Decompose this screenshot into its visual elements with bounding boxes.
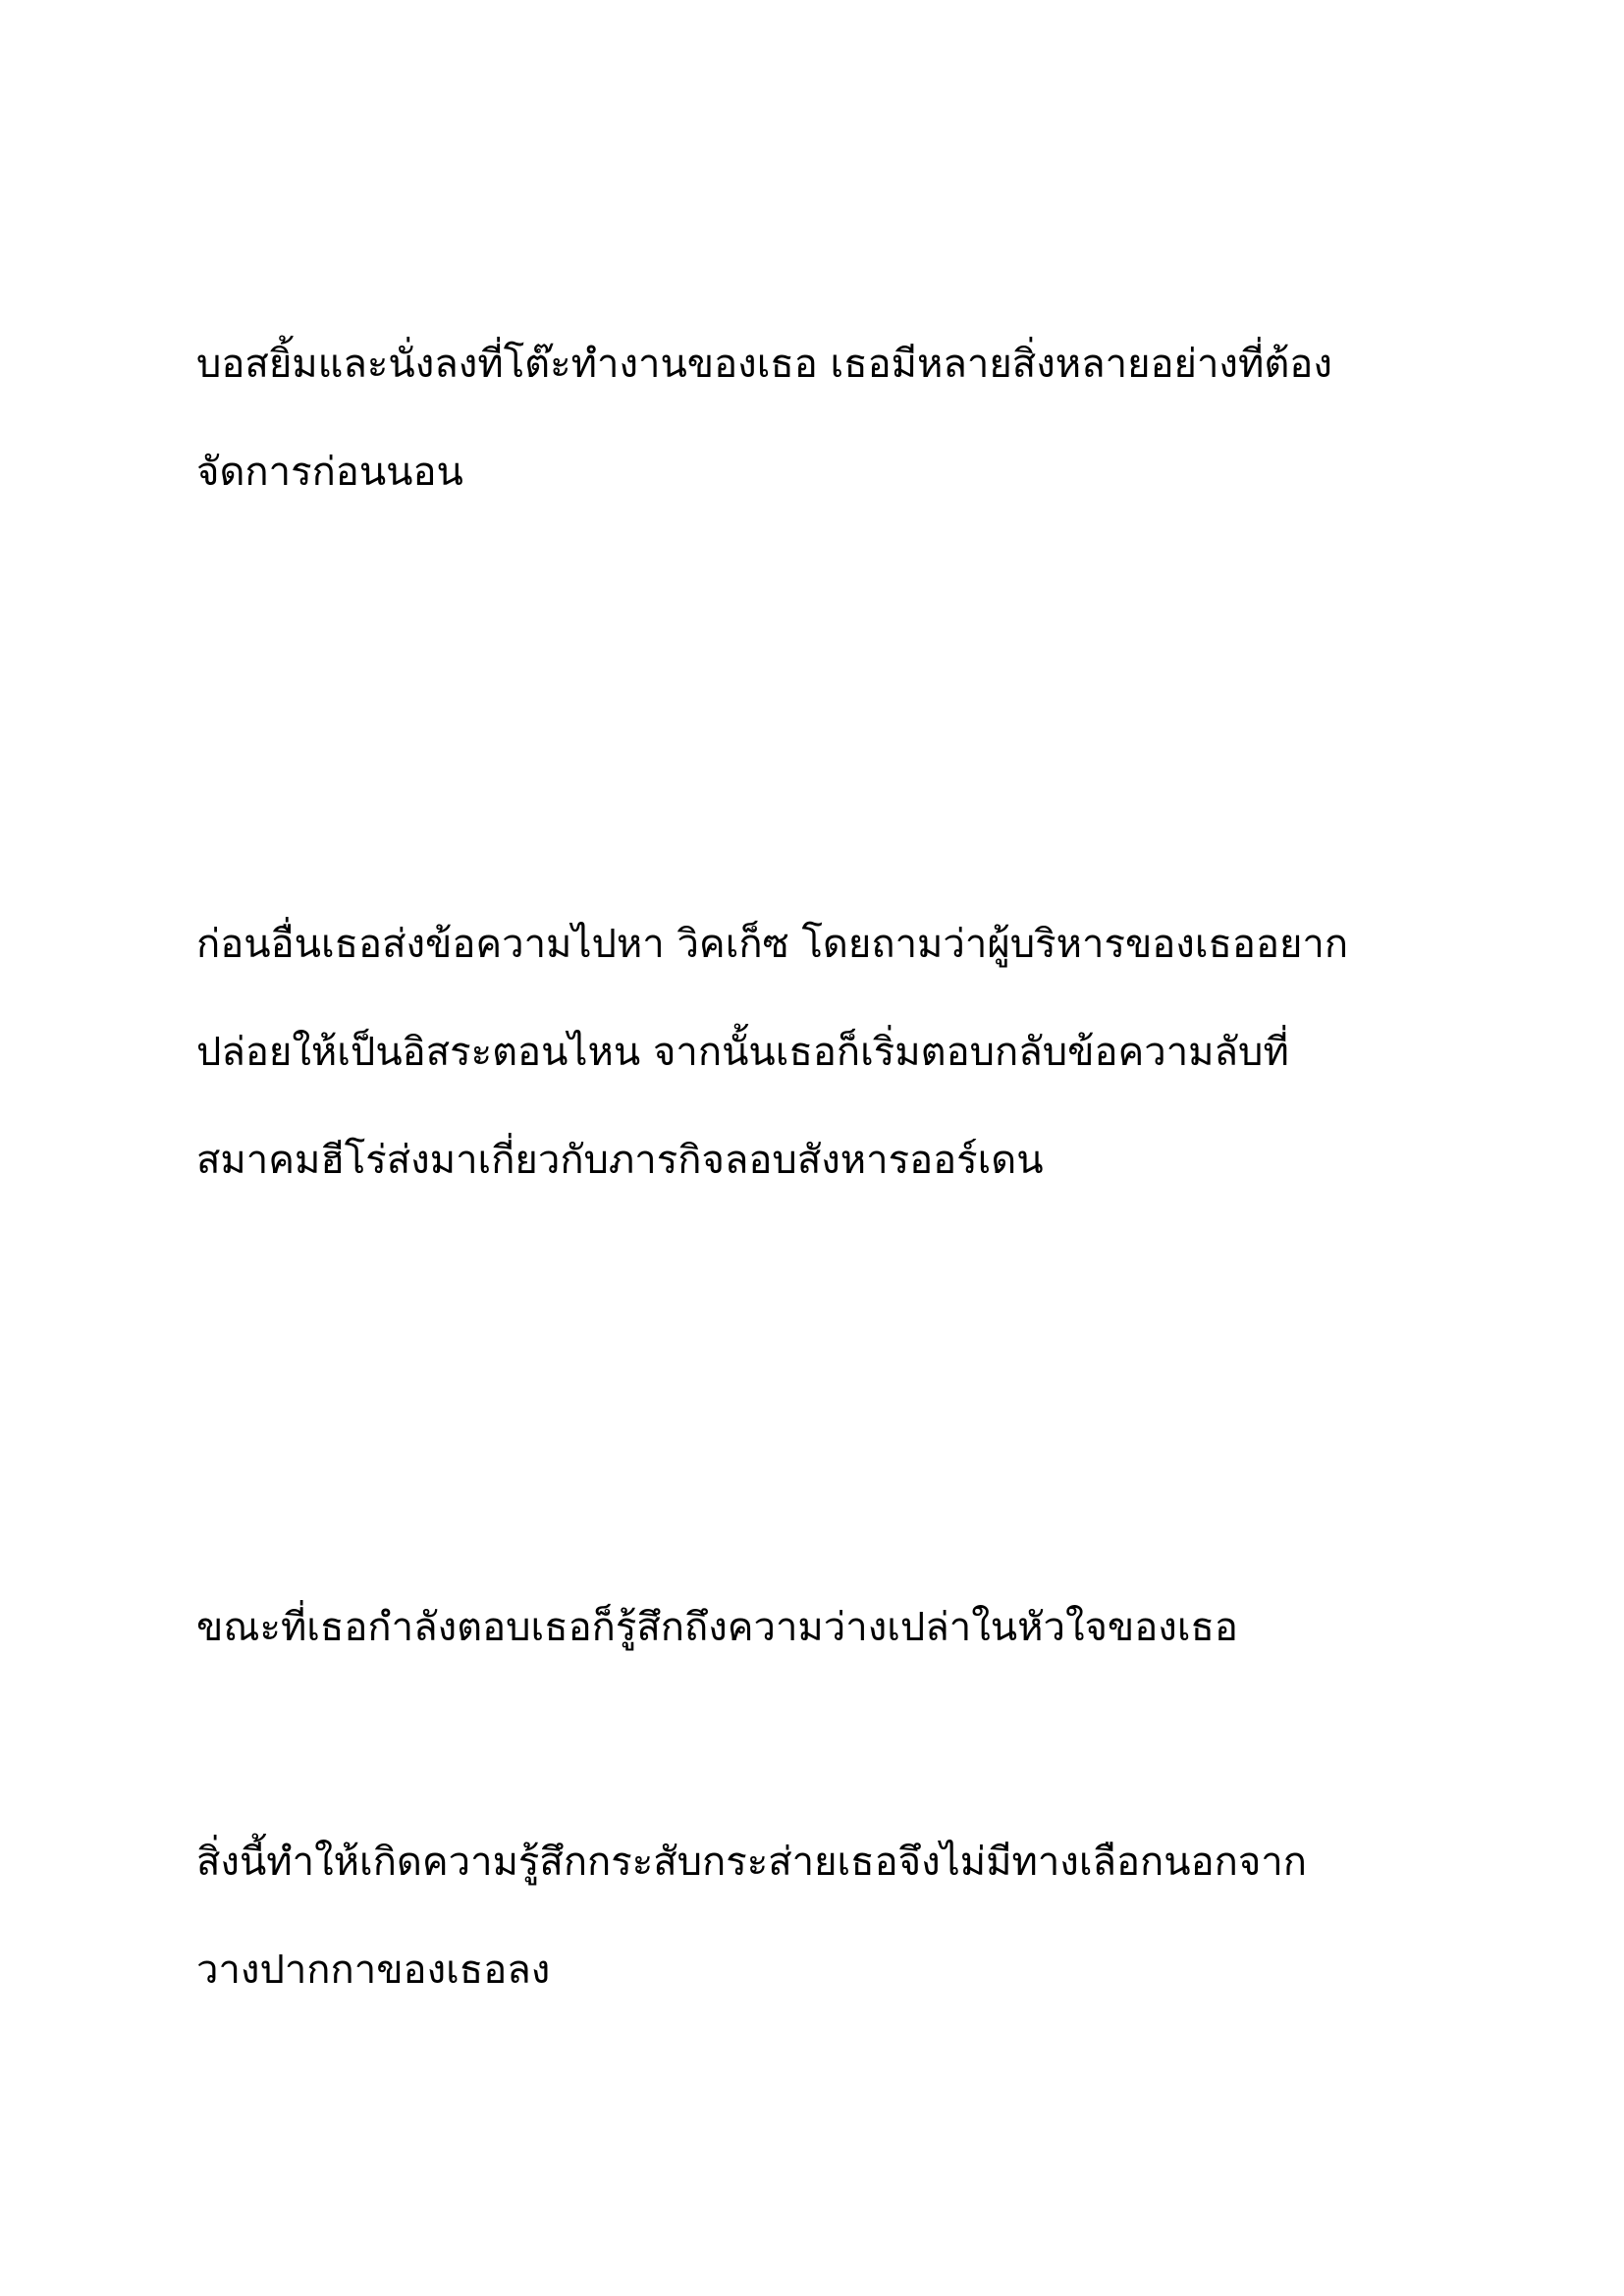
paragraph-line: ขณะที่เธอกำลังตอบเธอก็รู้สึกถึงความว่างเปล่าในหัวใจของเธอ bbox=[196, 1605, 1238, 1650]
paragraph-line: ปล่อยให้เป็นอิสระตอนไหน จากนั้นเธอก็เริ่มตอบกลับข้อความลับที่ bbox=[196, 1030, 1289, 1075]
paragraph-line: จัดการก่อนนอน bbox=[196, 450, 463, 495]
paragraph-line: สิ่งนี้ทำให้เกิดความรู้สึกกระสับกระส่ายเธอจึงไม่มีทางเลือกนอกจาก bbox=[196, 1840, 1307, 1885]
paragraph-line: สมาคมฮีโร่ส่งมาเกี่ยวกับภารกิจลอบสังหารออร์เดน bbox=[196, 1138, 1044, 1183]
paragraph-line: ก่อนอื่นเธอส่งข้อความไปหา วิคเก็ซ โดยถามว่าผู้บริหารของเธออยาก bbox=[196, 922, 1349, 967]
paragraph-2 bbox=[196, 890, 1453, 1214]
paragraph-1 bbox=[196, 310, 1453, 526]
paragraph-line: วางปากกาของเธอลง bbox=[196, 1948, 551, 1993]
paragraph-4 bbox=[196, 1808, 1453, 2024]
paragraph-3 bbox=[196, 1574, 1453, 1682]
paragraph-line: บอสยิ้มและนั่งลงที่โต๊ะทำงานของเธอ เธอมีหลายสิ่งหลายอย่างที่ต้อง bbox=[196, 342, 1332, 387]
